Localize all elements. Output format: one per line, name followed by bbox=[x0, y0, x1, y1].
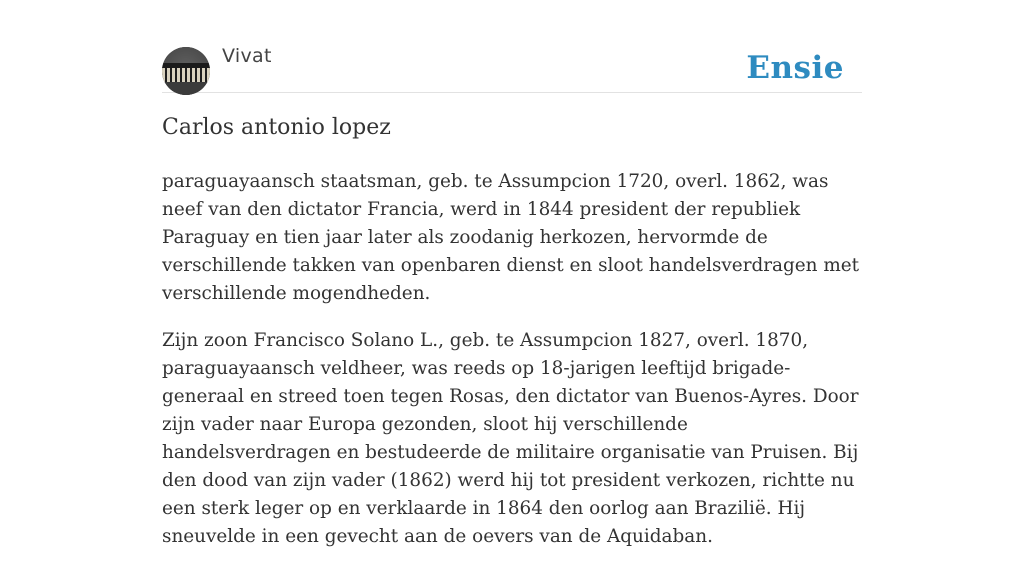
header bbox=[162, 0, 862, 93]
brand-logo[interactable]: Ensie bbox=[746, 50, 844, 86]
article-body bbox=[162, 168, 862, 570]
article-title: Carlos antonio lopez bbox=[162, 115, 391, 140]
typewriter-avatar-icon bbox=[162, 47, 210, 95]
author-avatar[interactable] bbox=[162, 47, 210, 95]
author-name[interactable]: Vivat bbox=[222, 45, 272, 67]
page-container bbox=[162, 0, 862, 547]
article-paragraph: Zijn zoon Francisco Solano L., geb. te Assumpcion 1827, overl. 1870, paraguayaansch veldheer, was reeds op 18-jarigen leeftijd brigade-generaal en streed toen tegen Rosas, den dictator van Buenos-Ayres. Door zijn vader naar Europa gezonden, sloot hij verschillende handelsverdragen en bestudeerde de militaire organisatie van Pruisen. Bij den dood van zijn vader (1862) werd hij tot president verkozen, richtte nu een sterk leger op en verklaarde in 1864 den oorlog aan Brazilië. Hij sneuvelde in een gevecht aan de oevers van de Aquidaban. bbox=[162, 330, 859, 547]
article-paragraph: paraguayaansch staatsman, geb. te Assumpcion 1720, overl. 1862, was neef van den dictator Francia, werd in 1844 president der republiek Paraguay en tien jaar later als zoodanig herkozen, hervormde de verschillende takken van openbaren dienst en sloot handelsverdragen met verschillende mogendheden. bbox=[162, 171, 860, 304]
